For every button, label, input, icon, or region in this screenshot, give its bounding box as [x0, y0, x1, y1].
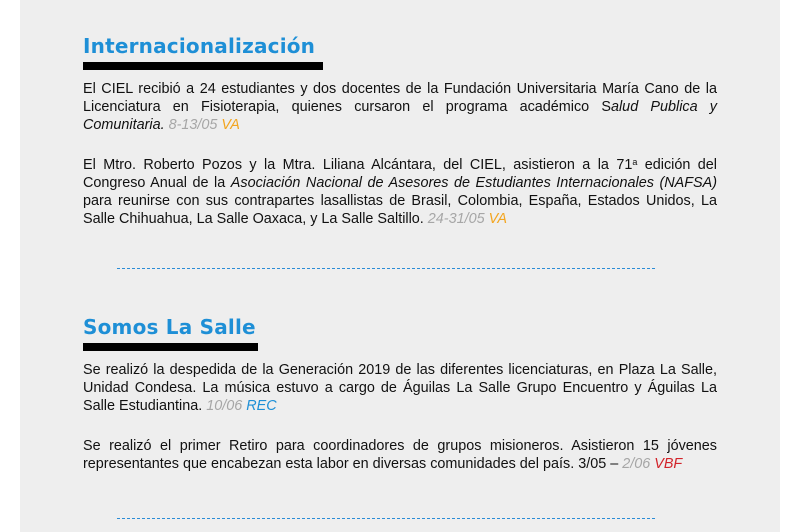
- news-date: 2/06: [622, 456, 651, 472]
- author-tag: VA: [221, 117, 240, 133]
- section-title: Internacionalización: [83, 34, 316, 58]
- news-item: [83, 437, 717, 473]
- news-date: 24-31/05: [427, 211, 485, 227]
- news-text: edición del Congreso Anual de la: [83, 157, 717, 191]
- section-title: Somos La Salle: [83, 315, 256, 339]
- section-somos-la-salle: [83, 315, 717, 351]
- title-underline: [83, 62, 323, 70]
- news-text: El Mtro. Roberto Pozos y la Mtra. Liliana Alcántara, del CIEL, asistieron a la 71: [83, 157, 633, 173]
- author-tag: VBF: [654, 456, 683, 472]
- section-internacionalizacion: [83, 34, 717, 70]
- news-text: Se realizó el primer Retiro para coordinadores de grupos misioneros. Asistieron 15 jóvenes representantes que encabezan esta labor en diversas comunidades del país. 3/05 –: [83, 438, 717, 472]
- ordinal-superscript: a: [632, 157, 638, 167]
- author-tag: REC: [246, 398, 277, 414]
- section-divider: [117, 518, 655, 519]
- news-text: Se realizó la despedida de la Generación 2019 de las diferentes licenciaturas, en Plaza La Salle, Unidad Condesa. La música estuvo a cargo de Águilas La Salle Grupo Encuentro y Águilas La Salle Estudiantina.: [83, 362, 717, 414]
- program-name: alud Publica y Comunitaria.: [83, 99, 717, 133]
- news-item: [83, 156, 717, 228]
- news-date: 10/06: [206, 398, 243, 414]
- news-text: El CIEL recibió a 24 estudiantes y dos docentes de la Fundación Universitaria María Cano de la Licenciatura en Fisioterapia, quienes cursaron el programa académico S: [83, 81, 717, 115]
- section-divider: [117, 268, 655, 269]
- news-date: 8-13/05: [168, 117, 218, 133]
- author-tag: VA: [488, 211, 508, 227]
- organization-name: Asociación Nacional de Asesores de Estudiantes Internacionales (NAFSA): [230, 175, 718, 191]
- news-item: [83, 80, 717, 134]
- news-text: para reunirse con sus contrapartes lasallistas de Brasil, Colombia, España, Estados Unidos, La Salle Chihuahua, La Salle Oaxaca, y La Salle Saltillo.: [83, 193, 717, 227]
- title-underline: [83, 343, 258, 351]
- newsletter-panel: [20, 0, 780, 532]
- news-item: [83, 361, 717, 415]
